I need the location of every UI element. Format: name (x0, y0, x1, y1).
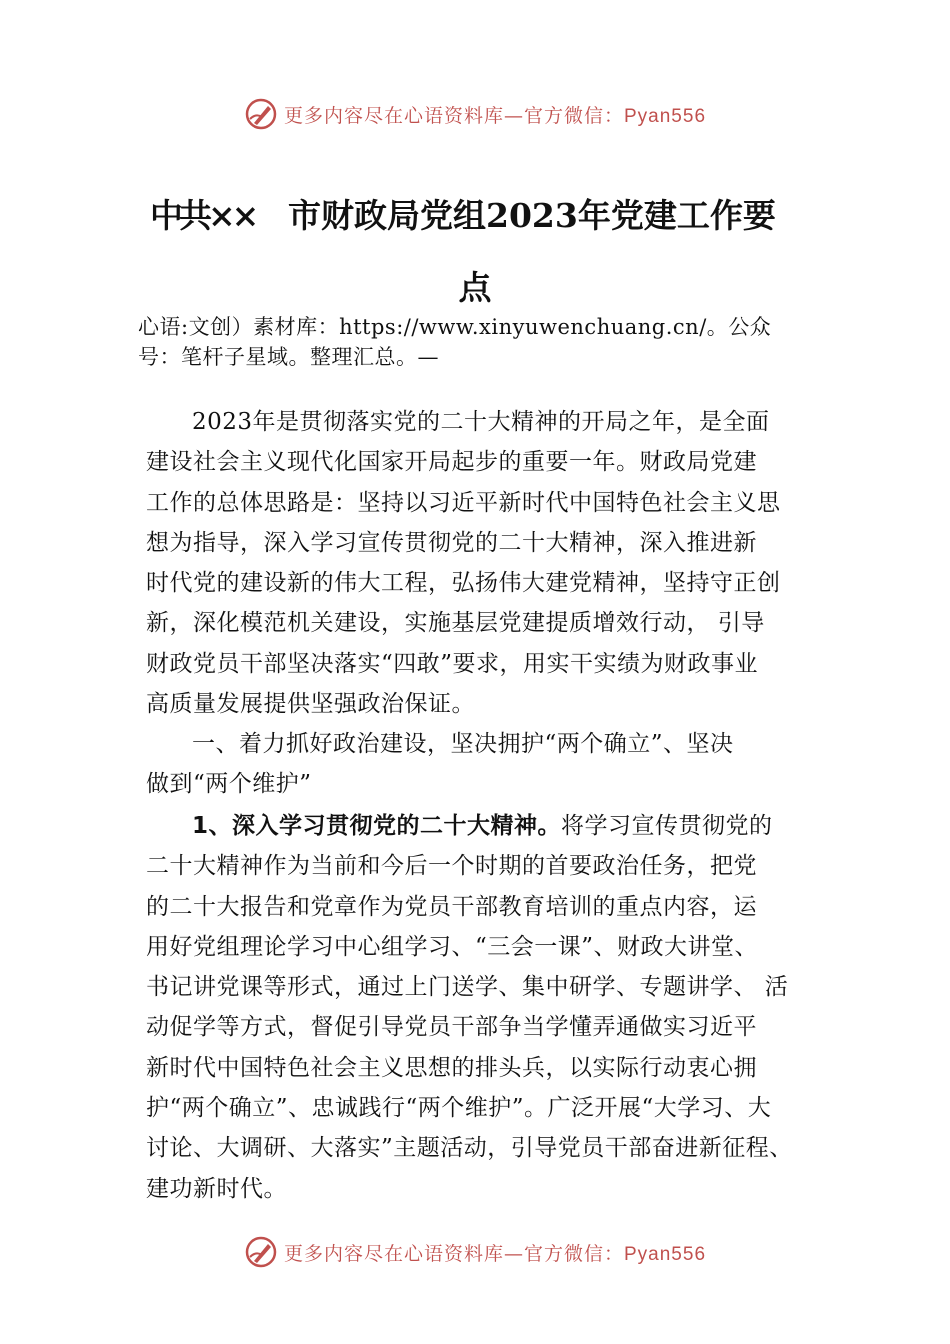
document-title (150, 190, 810, 237)
section-heading: 一、着力抓好政治建设，坚决拥护“两个确立”、坚决 做到“两个维护” (146, 731, 734, 798)
item-1-paragraph: 1、深入学习贯彻党的二十大精神。将学习宣传贯彻党的 二十大精神作为当前和今后一个时期的首要政治任务，把党 的二十大报告和党章作为党员干部教育培训的重点内容，运 用好党组理论学习中心组学习、“三会一课”、财政大讲堂、 书记讲党课等形式，通过上门送学、集中研学、专题讲学、 活 动促学等方式，督促引导党员干部争当学懂弄通做实习近平 新时代中国特色社会主义思想的排头兵，以实际行动衷心拥 护“两个确立”、忠诚践行“两个维护”。广泛开展“大学习、大 讨论、大调研、大落实”主题活动，引导党员干部奋进新征程、 建功新时代。 (146, 806, 836, 1209)
wechat-id: Pyan556 (624, 105, 707, 127)
banner-text: 更多内容尽在心语资料库—官方微信：Pyan556 (283, 104, 707, 127)
item-1-first-line: 1、深入学习贯彻党的二十大精神。将学习宣传贯彻党的 (192, 813, 773, 839)
item-1-lead: 1、深入学习贯彻党的二十大精神。 (192, 813, 562, 839)
pen-logo-icon (244, 97, 278, 131)
intro-paragraph: 2023年是贯彻落实党的二十大精神的开局之年，是全面 建设社会主义现代化国家开局起步的重要一年。财政局党建 工作的总体思路是：坚持以习近平新时代中国特色社会主义思 想为指导，深入学习宣传贯彻党的二十大精神，深入推进新 时代党的建设新的伟大工程，弘扬伟大建党精神，坚持守正创 新，深化模范机关建设，实施基层党建提质增效行动， 引导 财政党员干部坚决落实“四敢”要求，用实干实绩为财政事业 高质量发展提供坚强政治保证。 (146, 409, 781, 718)
banner-text: 更多内容尽在心语资料库—官方微信：Pyan556 (283, 1242, 707, 1265)
footer-banner (0, 1232, 950, 1272)
title-main: 市财政局党组2023年党建工作要 (288, 196, 776, 235)
pen-logo-icon (244, 1235, 278, 1269)
title-prefix: 中共×× (150, 196, 256, 235)
wechat-id: Pyan556 (624, 1243, 707, 1265)
document-title-continuation: 点 (458, 268, 492, 307)
source-note: 心语:文创）素材库：https://www.xinyuwenchuang.cn/。公众 号：笔杆子星域。整理汇总。— (138, 315, 772, 369)
header-banner (0, 94, 950, 134)
